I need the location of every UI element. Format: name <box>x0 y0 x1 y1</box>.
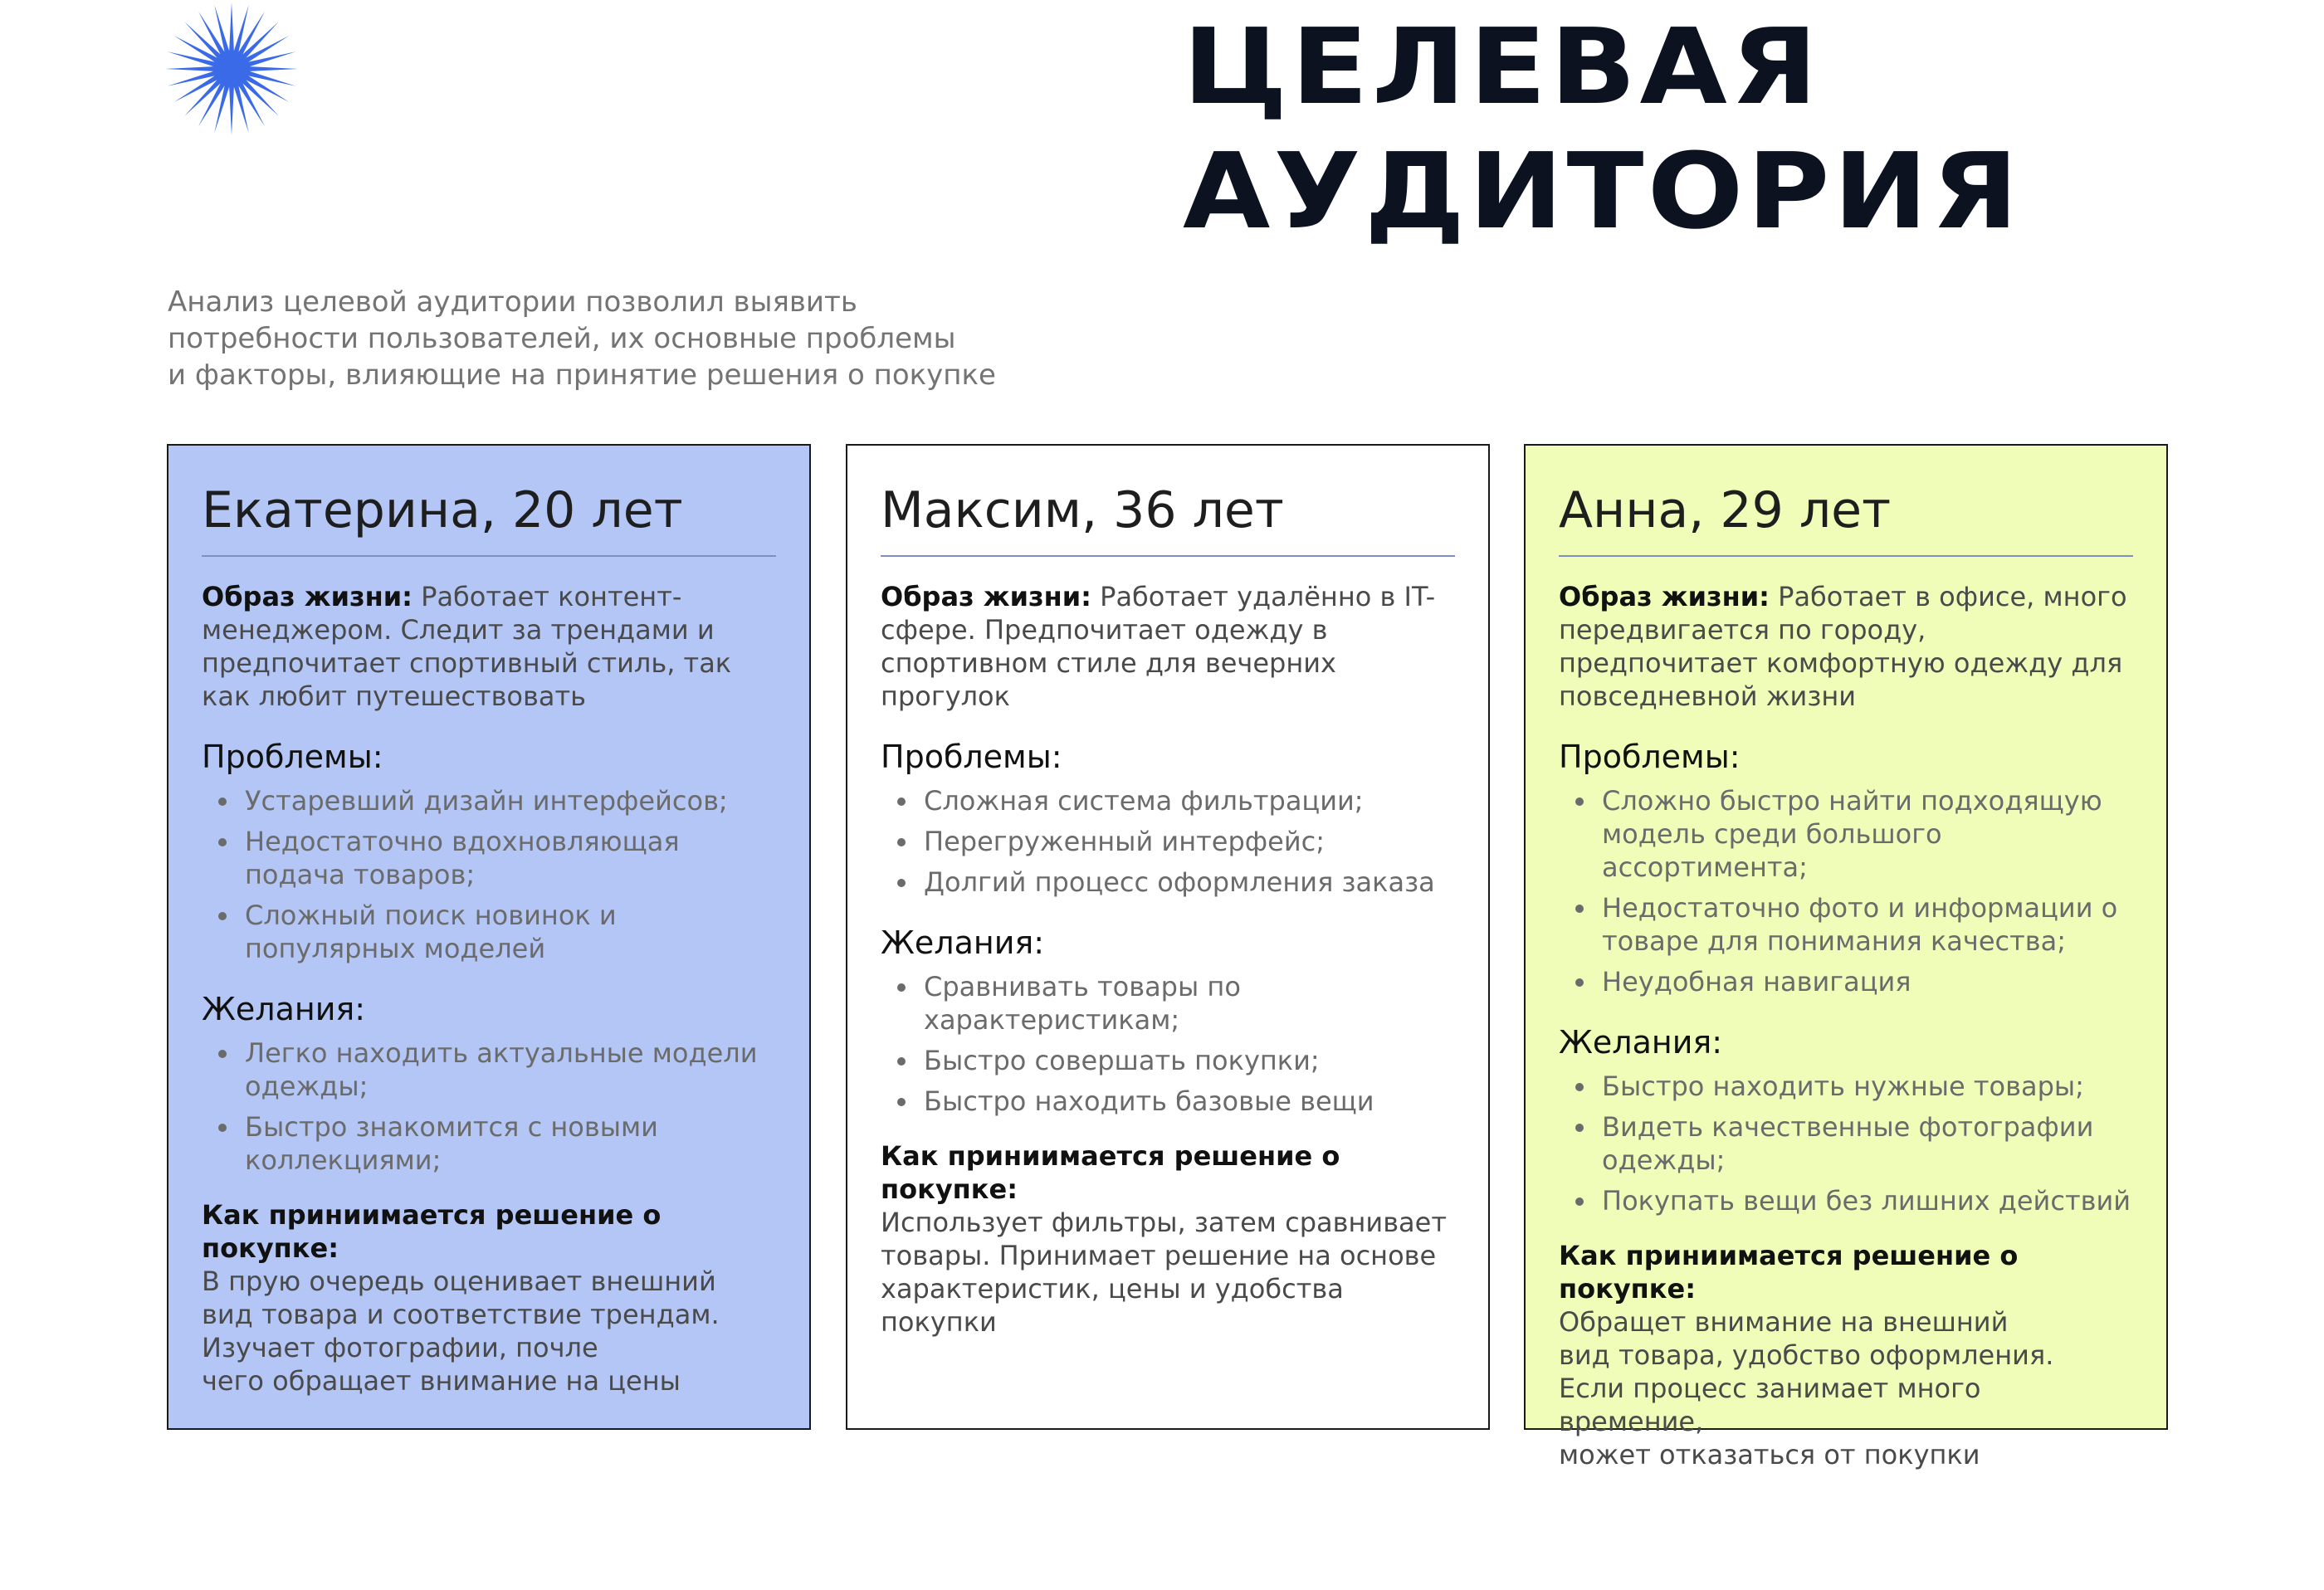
wishes-list <box>1559 1070 2133 1217</box>
list-item: Неудобная навигация <box>1559 965 2133 998</box>
lifestyle-text: Работает удалённо в IT-сфере. Предпочитает одежду в спортивном стиле для вечерних прогулок <box>881 581 1436 712</box>
lifestyle-label: Образ жизни: <box>881 581 1091 612</box>
persona-name: Анна, 29 лет <box>1559 477 2133 557</box>
decision-label: Как приниимается решение о покупке: <box>202 1199 662 1264</box>
list-item: Перегруженный интерфейс; <box>881 825 1455 858</box>
problems-heading: Проблемы: <box>1559 739 1741 775</box>
list-item: Быстро знакомится с новыми коллекциями; <box>202 1110 776 1177</box>
starburst-icon <box>163 0 300 138</box>
problems-heading: Проблемы: <box>881 739 1062 775</box>
list-item: Недостаточно фото и информации о товаре для понимания качества; <box>1559 891 2133 958</box>
list-item: Сравнивать товары по характеристикам; <box>881 970 1455 1036</box>
persona-card-maksim <box>846 444 1490 1430</box>
list-item: Быстро находить базовые вещи <box>881 1085 1455 1118</box>
persona-lifestyle <box>202 580 776 713</box>
list-item: Сложно быстро найти подходящую модель среди большого ассортимента; <box>1559 784 2133 884</box>
problems-list <box>1559 784 2133 998</box>
persona-lifestyle <box>1559 580 2133 713</box>
decision-text: В прую очередь оценивает внешний вид товара и соответствие трендам. Изучает фотографии, почле чего обращает внимание на цены <box>202 1266 720 1397</box>
wishes-list <box>202 1036 776 1177</box>
list-item: Быстро находить нужные товары; <box>1559 1070 2133 1103</box>
intro-text: Анализ целевой аудитории позволил выявить потребности пользователей, их основные проблемы и факторы, влияющие на принятие решения о покупке <box>168 285 996 392</box>
persona-name: Екатерина, 20 лет <box>202 477 776 557</box>
wishes-heading: Желания: <box>202 991 366 1027</box>
decision-label: Как приниимается решение о покупке: <box>1559 1240 2019 1305</box>
list-item: Покупать вещи без лишних действий <box>1559 1184 2133 1217</box>
persona-card-anna <box>1524 444 2168 1471</box>
wishes-list <box>881 970 1455 1118</box>
lifestyle-label: Образ жизни: <box>1559 581 1770 612</box>
list-item: Недостаточно вдохновляющая подача товаров; <box>202 825 776 891</box>
persona-card-ekaterina <box>167 444 811 1430</box>
wishes-heading: Желания: <box>1559 1024 1723 1061</box>
list-item: Долгий процесс оформления заказа <box>881 866 1455 899</box>
list-item: Легко находить актуальные модели одежды; <box>202 1036 776 1103</box>
lifestyle-text: Работает контент-менеджером. Следит за трендами и предпочитает спортивный стиль, так как любит путешествовать <box>202 581 732 712</box>
list-item: Сложный поиск новинок и популярных моделей <box>202 899 776 965</box>
list-item: Быстро совершать покупки; <box>881 1044 1455 1077</box>
persona-lifestyle <box>881 580 1455 713</box>
decision-text: Обращет внимание на внешний вид товара, удобство оформления. Если процесс занимает много времение, может отказаться от покупки <box>1559 1306 2054 1471</box>
persona-name: Максим, 36 лет <box>881 477 1455 557</box>
wishes-heading: Желания: <box>881 924 1045 961</box>
decision-text: Использует фильтры, затем сравнивает товары. Принимает решение на основе характеристик, цены и удобства покупки <box>881 1207 1447 1338</box>
problems-heading: Проблемы: <box>202 739 383 775</box>
list-item: Устаревший дизайн интерфейсов; <box>202 784 776 817</box>
problems-list <box>881 784 1455 899</box>
problems-list <box>202 784 776 965</box>
lifestyle-label: Образ жизни: <box>202 581 413 612</box>
list-item: Сложная система фильтрации; <box>881 784 1455 817</box>
decision-label: Как приниимается решение о покупке: <box>881 1140 1340 1205</box>
lifestyle-text: Работает в офисе, много передвигается по городу, предпочитает комфортную одежду для повседневной жизни <box>1559 581 2127 712</box>
list-item: Видеть качественные фотографии одежды; <box>1559 1110 2133 1177</box>
page-title: ЦЕЛЕВАЯ АУДИТОРИЯ <box>1183 6 2023 252</box>
